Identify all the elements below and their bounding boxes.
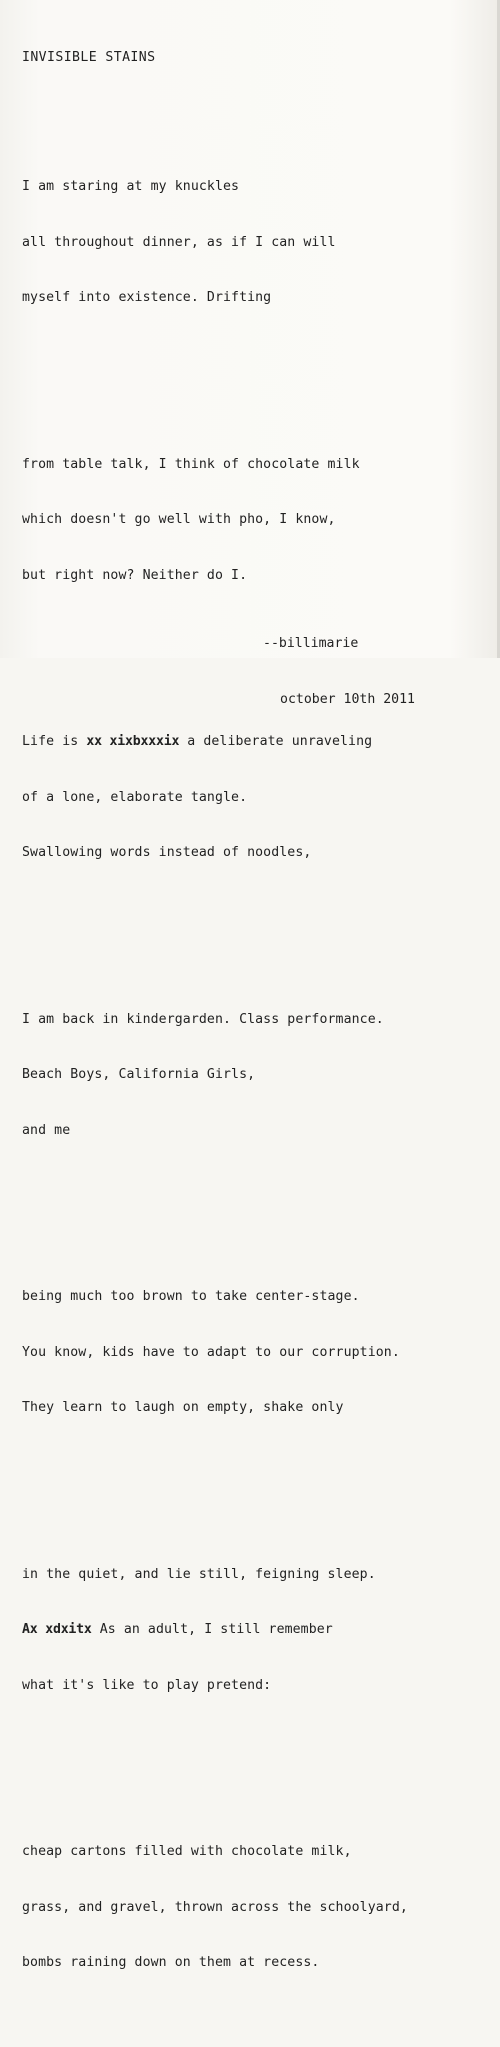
poem-line: Beach Boys, California Girls, bbox=[22, 1067, 256, 1082]
stanza-3 bbox=[22, 696, 492, 900]
line-suffix: a deliberate unraveling bbox=[179, 734, 373, 749]
poem-line: Swallowing words instead of noodles, bbox=[22, 845, 312, 860]
poem-line: They learn to laugh on empty, shake only bbox=[22, 1400, 344, 1415]
stanza-6 bbox=[22, 1529, 492, 1733]
poem-line: being much too brown to take center-stage. bbox=[22, 1289, 360, 1304]
poem-line: and me bbox=[22, 1122, 71, 1138]
poem-line-with-strikeout bbox=[22, 733, 492, 752]
poem-line: You know, kids have to adapt to our corruption. bbox=[22, 1344, 400, 1360]
stanza-7 bbox=[22, 1806, 492, 2010]
line-suffix: As an adult, I still remember bbox=[91, 1622, 333, 1637]
poem-line: which doesn't go well with pho, I know, bbox=[22, 512, 336, 527]
poem-line: what it's like to play pretend: bbox=[22, 1677, 272, 1693]
poem-line: from table talk, I think of chocolate milk bbox=[22, 456, 360, 472]
struck-out-text: xx xixbxxxix bbox=[86, 734, 180, 749]
signature-block bbox=[263, 598, 415, 728]
poem-line: in the quiet, and lie still, feigning sleep. bbox=[22, 1566, 376, 1582]
poem-body bbox=[22, 12, 492, 2047]
poem-line: myself into existence. Drifting bbox=[22, 290, 272, 305]
signature-date: october 10th 2011 bbox=[280, 691, 415, 707]
poem-line: but right now? Neither do I. bbox=[22, 567, 248, 583]
stanza-4 bbox=[22, 974, 492, 1178]
poem-line: cheap cartons filled with chocolate milk, bbox=[22, 1844, 352, 1859]
poem-line: grass, and gravel, thrown across the schoolyard, bbox=[22, 1899, 408, 1915]
struck-out-text: Ax xdxitx bbox=[22, 1622, 92, 1637]
line-prefix: Life is bbox=[22, 734, 87, 749]
poem-line: all throughout dinner, as if I can will bbox=[22, 234, 336, 250]
poem-line: bombs raining down on them at recess. bbox=[22, 1955, 320, 1970]
poem-line: of a lone, elaborate tangle. bbox=[22, 789, 248, 805]
poem-line: I am staring at my knuckles bbox=[22, 179, 240, 194]
poem-line: I am back in kindergarden. Class performance. bbox=[22, 1011, 384, 1027]
author-signature: --billimarie bbox=[263, 636, 359, 651]
stanza-1 bbox=[22, 141, 492, 345]
stanza-5 bbox=[22, 1251, 492, 1455]
poem-line-with-strikeout bbox=[22, 1621, 492, 1640]
stanza-2 bbox=[22, 419, 492, 623]
poem-title: INVISIBLE STAINS bbox=[22, 50, 156, 65]
